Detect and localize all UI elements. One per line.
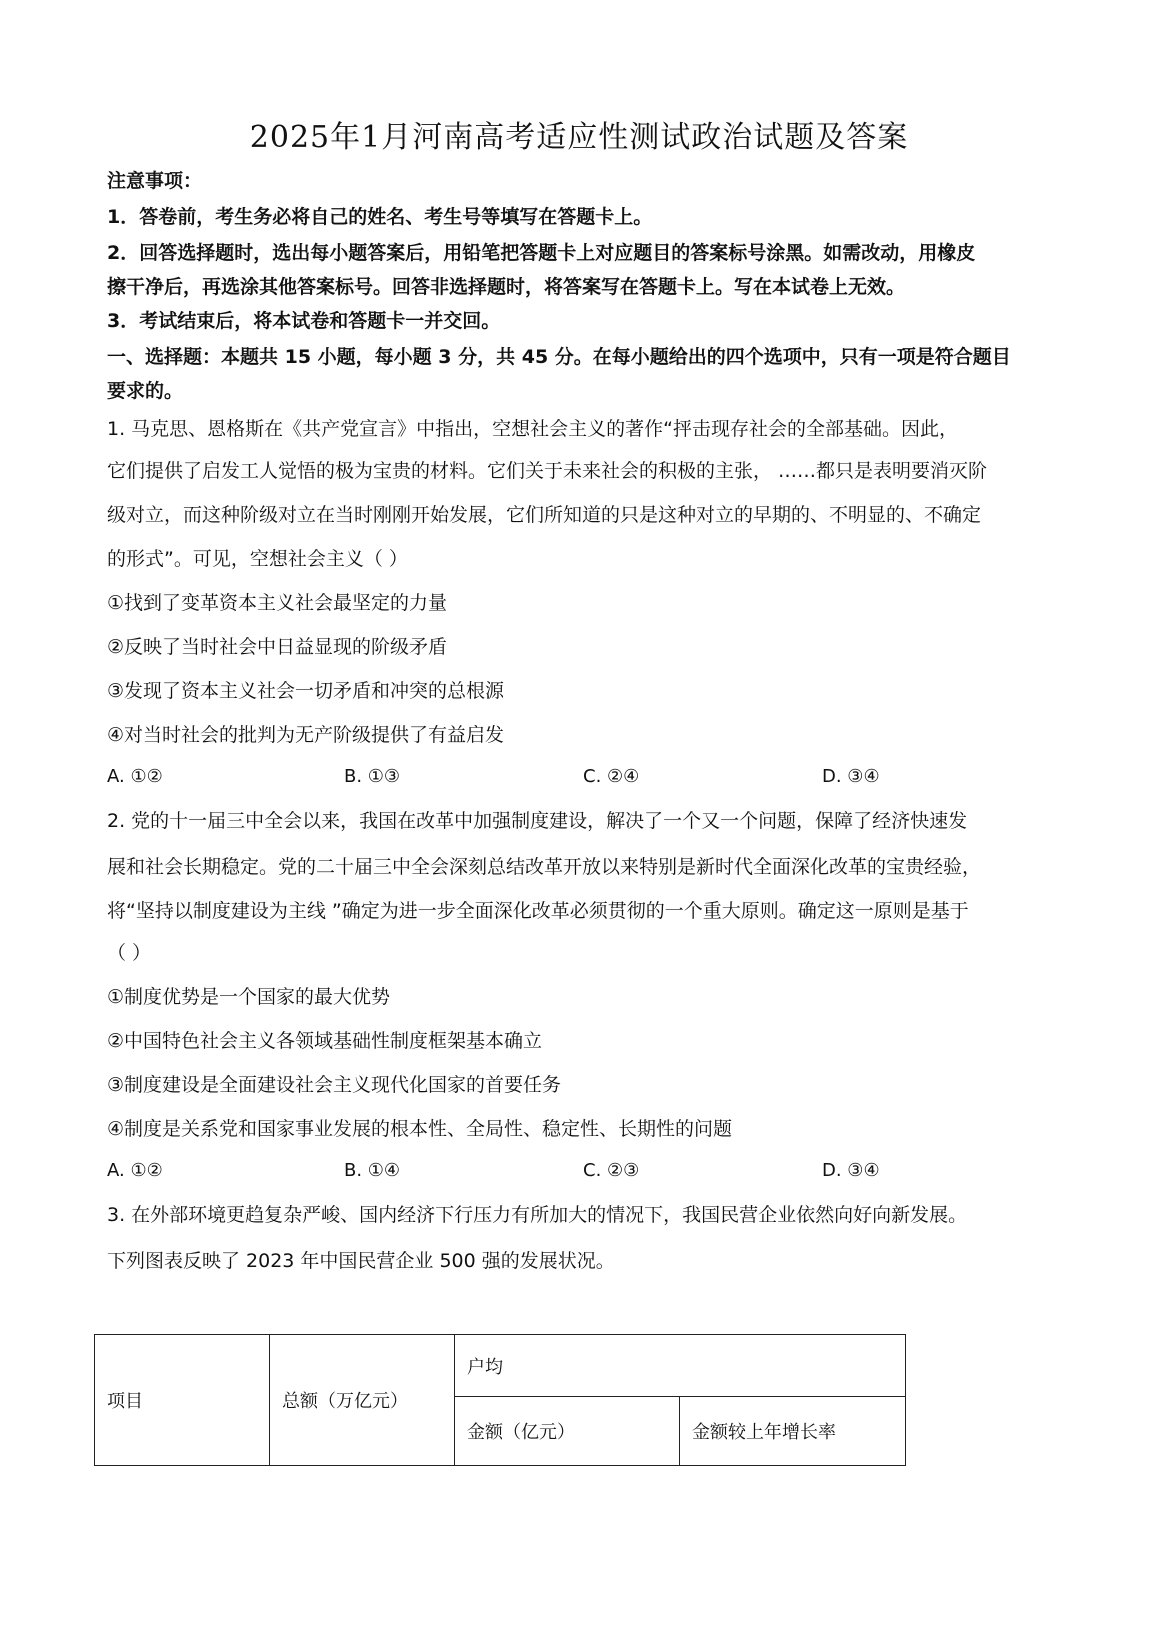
- q2-option-c: C. ②③: [583, 1160, 640, 1181]
- table-header-per-household: 户均: [455, 1335, 906, 1397]
- notice-line: 擦干净后，再选涂其他答案标号。回答非选择题时，将答案写在答题卡上。写在本试卷上无效。: [107, 276, 906, 298]
- q3-data-table: [94, 1334, 906, 1466]
- q1-stem-line: 它们提供了启发工人觉悟的极为宝贵的材料。它们关于未来社会的积极的主张， ……都只是表明要消灭阶: [107, 460, 988, 482]
- q1-option-c: C. ②④: [583, 766, 640, 787]
- section-heading-cont: 要求的。: [107, 380, 184, 402]
- q1-stem-line: 1. 马克思、恩格斯在《共产党宣言》中指出，空想社会主义的著作“抨击现存社会的全部基础。因此，: [107, 418, 959, 440]
- table-header-item: 项目: [95, 1335, 270, 1466]
- q2-option-b: B. ①④: [344, 1160, 401, 1181]
- q1-stem-line: 的形式”。可见，空想社会主义（ ）: [107, 548, 408, 570]
- q1-item: ①找到了变革资本主义社会最坚定的力量: [107, 592, 448, 614]
- section-heading: 一、选择题：本题共 15 小题，每小题 3 分，共 45 分。在每小题给出的四个选项中，只有一项是符合题目: [107, 346, 1011, 368]
- q2-option-d: D. ③④: [822, 1160, 880, 1181]
- q1-stem-line: 级对立，而这种阶级对立在当时刚刚开始发展，它们所知道的只是这种对立的早期的、不明显的、不确定: [107, 504, 982, 526]
- q2-stem-line: （ ）: [107, 942, 152, 964]
- notice-line: 3．考试结束后，将本试卷和答题卡一并交回。: [107, 310, 501, 332]
- notice-heading: 注意事项：: [107, 170, 203, 192]
- q1-item: ④对当时社会的批判为无产阶级提供了有益启发: [107, 724, 505, 746]
- notice-line: 2．回答选择题时，选出每小题答案后，用铅笔把答题卡上对应题目的答案标号涂黑。如需改动，用橡皮: [107, 242, 976, 264]
- q1-option-b: B. ①③: [344, 766, 401, 787]
- page-title: 2025年1月河南高考适应性测试政治试题及答案: [249, 120, 909, 155]
- table-header-amount: 金额（亿元）: [455, 1397, 680, 1466]
- q1-option-d: D. ③④: [822, 766, 880, 787]
- q3-stem-line: 3. 在外部环境更趋复杂严峻、国内经济下行压力有所加大的情况下，我国民营企业依然向好向新发展。: [107, 1204, 968, 1226]
- q1-option-a: A. ①②: [107, 766, 163, 787]
- notice-line: 1．答卷前，考生务必将自己的姓名、考生号等填写在答题卡上。: [107, 206, 653, 228]
- table-header-growth: 金额较上年增长率: [680, 1397, 906, 1466]
- q2-option-a: A. ①②: [107, 1160, 163, 1181]
- q2-item: ①制度优势是一个国家的最大优势: [107, 986, 391, 1008]
- q2-stem-line: 2. 党的十一届三中全会以来，我国在改革中加强制度建设，解决了一个又一个问题，保障了经济快速发: [107, 810, 968, 832]
- q2-stem-line: 展和社会长期稳定。党的二十届三中全会深刻总结改革开放以来特别是新时代全面深化改革的宝贵经验，: [107, 856, 982, 878]
- q3-stem-line: 下列图表反映了 2023 年中国民营企业 500 强的发展状况。: [107, 1250, 615, 1272]
- q1-item: ③发现了资本主义社会一切矛盾和冲突的总根源: [107, 680, 505, 702]
- q2-item: ④制度是关系党和国家事业发展的根本性、全局性、稳定性、长期性的问题: [107, 1118, 733, 1140]
- q2-item: ③制度建设是全面建设社会主义现代化国家的首要任务: [107, 1074, 562, 1096]
- q1-item: ②反映了当时社会中日益显现的阶级矛盾: [107, 636, 448, 658]
- q2-item: ②中国特色社会主义各领域基础性制度框架基本确立: [107, 1030, 543, 1052]
- table-header-total: 总额（万亿元）: [270, 1335, 455, 1466]
- q2-stem-line: 将“坚持以制度建设为主线 ”确定为进一步全面深化改革必须贯彻的一个重大原则。确定这一原则是基于: [107, 900, 969, 922]
